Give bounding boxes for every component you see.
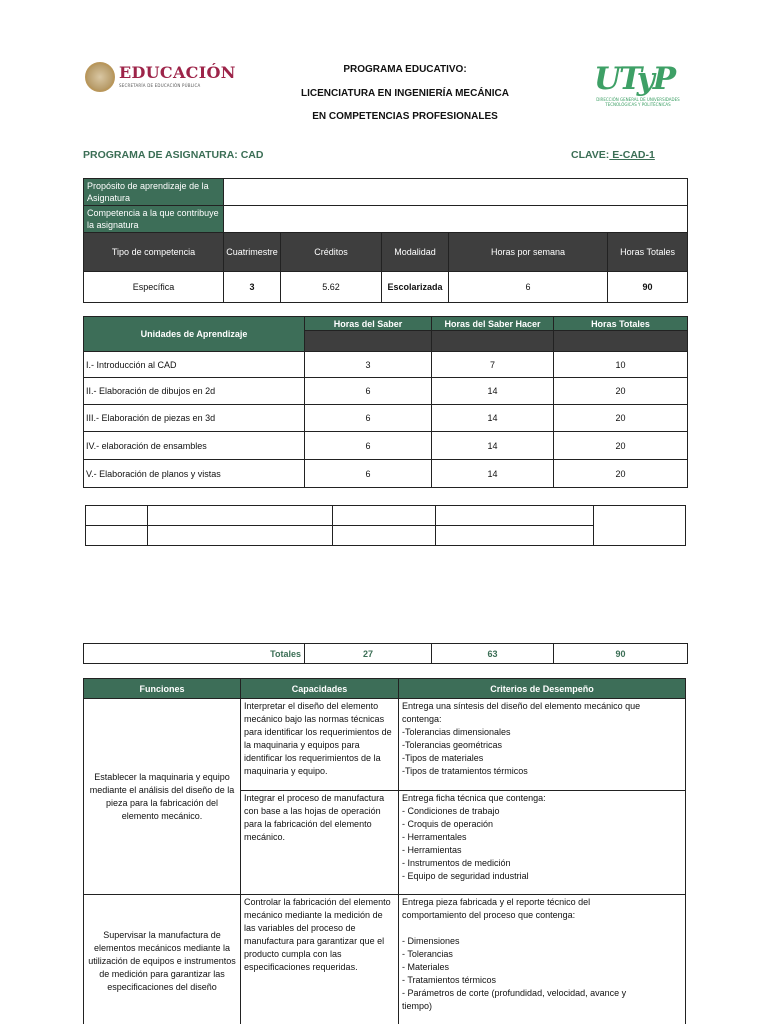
header-title-1: PROGRAMA EDUCATIVO: [343, 64, 467, 75]
col-creditos: Créditos [281, 233, 382, 272]
unit-name: III.- Elaboración de piezas en 3d [84, 405, 305, 432]
proposito-value [224, 179, 688, 206]
criterio-line: -Tipos de materiales [402, 753, 484, 763]
proposito-label: Propósito de aprendizaje de la Asignatura [84, 179, 224, 206]
clave-label: CLAVE: [571, 149, 610, 161]
table-row [84, 432, 688, 460]
table-row [84, 352, 688, 378]
unit-hacer: 14 [432, 378, 554, 405]
unit-saber: 3 [305, 352, 432, 378]
unit-saber: 6 [305, 460, 432, 488]
header-title-2: LICENCIATURA EN INGENIERÍA MECÁNICA [301, 87, 509, 99]
units-subheader-cell [432, 331, 554, 352]
criterio-line: - Dimensiones [402, 936, 460, 946]
criterio-line: - Herramientas [402, 845, 462, 855]
unit-name: IV.- elaboración de ensambles [84, 432, 305, 460]
empty-cell [86, 526, 148, 546]
criterio-line: Entrega ficha técnica que contenga: [402, 793, 546, 803]
unit-hacer: 14 [432, 460, 554, 488]
funcion-cell: Establecer la maquinaria y equipo mediante el análisis del diseño de la pieza para la fabricación del elemento mecánico. [84, 699, 241, 895]
unit-name: V.- Elaboración de planos y vistas [84, 460, 305, 488]
sep-logo-title: EDUCACIÓN [119, 63, 236, 82]
unit-saber: 6 [305, 378, 432, 405]
unit-total: 20 [554, 460, 688, 488]
table-row [84, 460, 688, 488]
col-tipo: Tipo de competencia [84, 233, 224, 272]
empty-cell [333, 506, 436, 526]
unit-hacer: 7 [432, 352, 554, 378]
criterio-line: - Herramentales [402, 832, 467, 842]
table-row [84, 405, 688, 432]
unit-name: I.- Introducción al CAD [84, 352, 305, 378]
val-cuatrimestre: 3 [224, 272, 281, 303]
empty-cell [436, 506, 594, 526]
unit-total: 20 [554, 432, 688, 460]
units-col-saber: Horas del Saber [305, 317, 432, 331]
competencia-label: Competencia a la que contribuye la asignatura [84, 206, 224, 233]
criterio-line: - Tratamientos térmicos [402, 975, 497, 985]
val-tipo: Específica [84, 272, 224, 303]
competencia-value [224, 206, 688, 233]
criterio-line [402, 922, 682, 935]
utp-logo-subtitle: DIRECCIÓN GENERAL DE UNIVERSIDADES TECNOLÓGICAS Y POLITÉCNICAS [596, 97, 680, 107]
criterio-line: -Tipos de tratamientos térmicos [402, 766, 528, 776]
unit-hacer: 14 [432, 432, 554, 460]
unit-total: 10 [554, 352, 688, 378]
clave [571, 149, 655, 161]
capacidad-cell: Controlar la fabricación del elemento mecánico mediante la medición de las variables del proceso de manufactura para garantizar que el producto cumpla con las especificaciones requeridas. [241, 895, 399, 1024]
sep-logo-subtitle: SECRETARÍA DE EDUCACIÓN PÚBLICA [119, 83, 201, 88]
capacidad-cell: Integrar el proceso de manufactura con base a las hojas de operación para la fabricación del elemento mecánico. [241, 791, 399, 895]
col-funciones: Funciones [84, 679, 241, 699]
col-criterios: Criterios de Desempeño [399, 679, 686, 699]
criterios-cell [399, 791, 686, 895]
totals-label: Totales [84, 644, 305, 664]
col-capacidades: Capacidades [241, 679, 399, 699]
table-row [84, 895, 686, 1024]
col-horas-totales: Horas Totales [608, 233, 688, 272]
unit-saber: 6 [305, 405, 432, 432]
criterio-line: - Materiales [402, 962, 450, 972]
empty-cell [86, 506, 148, 526]
totals-saber: 27 [305, 644, 432, 664]
val-horas-semana: 6 [449, 272, 608, 303]
units-subheader-cell [305, 331, 432, 352]
criterio-line: - Parámetros de corte (profundidad, velocidad, avance y [402, 988, 627, 998]
clave-value: E-CAD-1 [609, 149, 655, 161]
sep-logo [85, 62, 236, 94]
general-info-table [83, 178, 688, 303]
program-row [83, 149, 687, 163]
unit-hacer: 14 [432, 405, 554, 432]
criterio-line: tiempo) [402, 1001, 433, 1011]
units-subheader-cell [554, 331, 688, 352]
criterio-line: -Tolerancias geométricas [402, 740, 503, 750]
empty-cell [333, 526, 436, 546]
criterio-line: - Instrumentos de medición [402, 858, 511, 868]
criterio-line: - Croquis de operación [402, 819, 494, 829]
funciones-table [83, 678, 686, 1024]
funcion-cell: Supervisar la manufactura de elementos mecánicos mediante la utilización de equipos e instrumentos de medición para garantizar las especificaciones del diseño [84, 895, 241, 1024]
table-row [84, 378, 688, 405]
unit-total: 20 [554, 378, 688, 405]
units-table [83, 316, 688, 488]
col-horas-semana: Horas por semana [449, 233, 608, 272]
empty-cell [436, 526, 594, 546]
criterio-line: comportamiento del proceso que contenga: [402, 910, 576, 920]
col-cuatrimestre: Cuatrimestre [224, 233, 281, 272]
empty-cell [148, 526, 333, 546]
val-horas-totales: 90 [608, 272, 688, 303]
empty-cell [148, 506, 333, 526]
utp-logo-mark: UTyP [594, 61, 675, 97]
criterio-line: Entrega una síntesis del diseño del elemento mecánico que [402, 701, 641, 711]
table-row [84, 699, 686, 791]
totals-hacer: 63 [432, 644, 554, 664]
totals-total: 90 [554, 644, 688, 664]
units-header: Unidades de Aprendizaje [84, 317, 305, 352]
criterios-cell [399, 895, 686, 1024]
header-title-3: EN COMPETENCIAS PROFESIONALES [312, 111, 498, 122]
empty-cell [594, 506, 686, 546]
coat-of-arms-icon [85, 62, 115, 92]
totals-table [83, 643, 688, 664]
utp-logo [592, 61, 684, 110]
val-modalidad: Escolarizada [382, 272, 449, 303]
criterio-line: - Condiciones de trabajo [402, 806, 500, 816]
document-header-titles [260, 62, 550, 133]
capacidad-cell: Interpretar el diseño del elemento mecánico bajo las normas técnicas para identificar los requerimientos de la maquinaria y equipos para identificar los requerimientos de la maquinaria y equipo. [241, 699, 399, 791]
criterios-cell [399, 699, 686, 791]
col-modalidad: Modalidad [382, 233, 449, 272]
criterio-line: - Tolerancias [402, 949, 453, 959]
units-col-total: Horas Totales [554, 317, 688, 331]
units-col-hacer: Horas del Saber Hacer [432, 317, 554, 331]
unit-saber: 6 [305, 432, 432, 460]
criterio-line: -Tolerancias dimensionales [402, 727, 511, 737]
unit-name: II.- Elaboración de dibujos en 2d [84, 378, 305, 405]
criterio-line: - Equipo de seguridad industrial [402, 871, 529, 881]
unit-total: 20 [554, 405, 688, 432]
val-creditos: 5.62 [281, 272, 382, 303]
program-title: PROGRAMA DE ASIGNATURA: CAD [83, 149, 264, 161]
empty-grid-table [85, 505, 686, 546]
criterio-line: contenga: [402, 714, 442, 724]
criterio-line: Entrega pieza fabricada y el reporte técnico del [402, 897, 591, 907]
